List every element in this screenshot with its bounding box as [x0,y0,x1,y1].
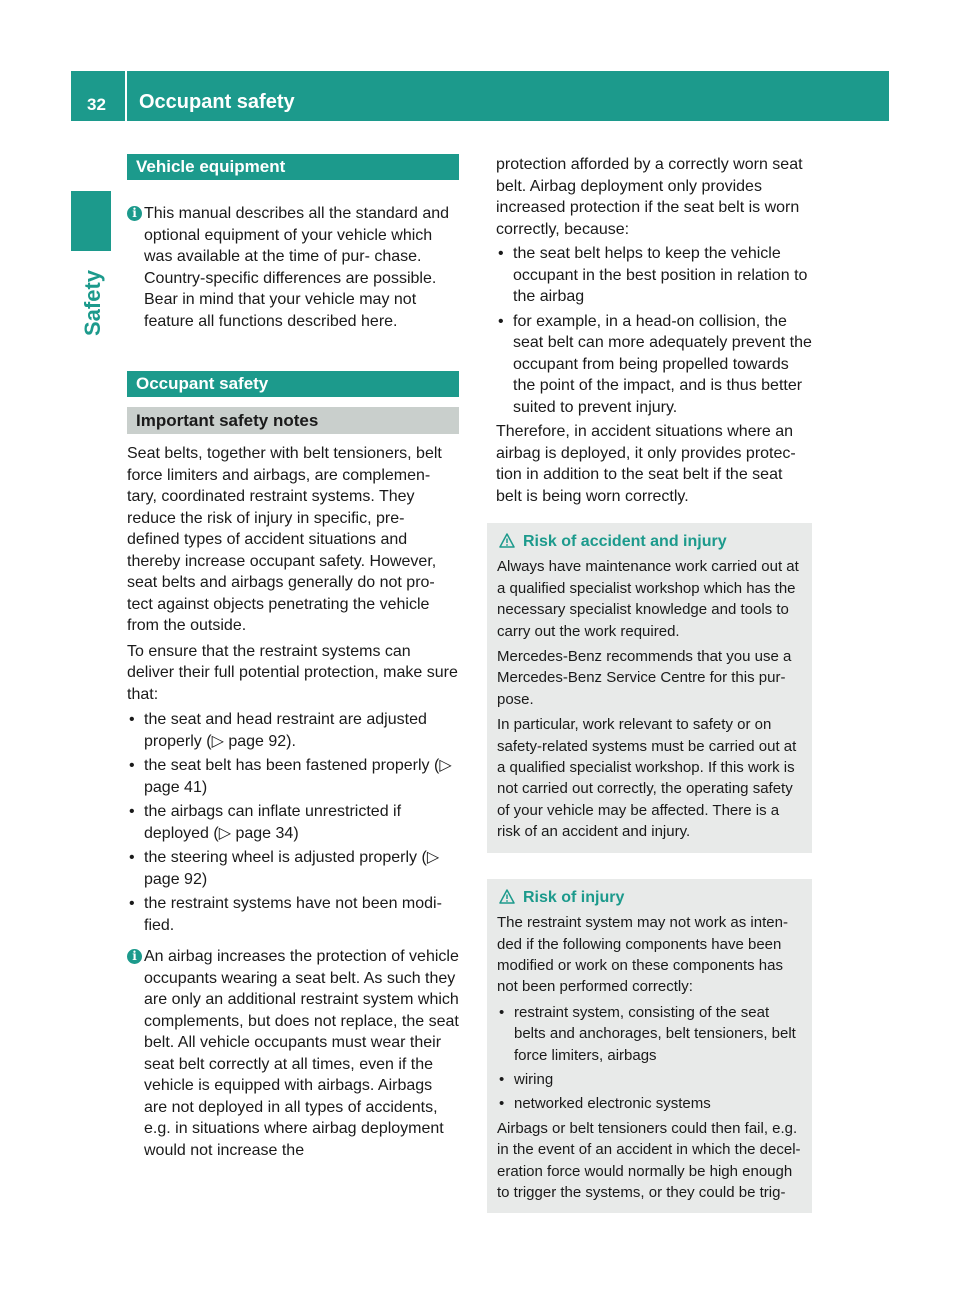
side-tab-label: Safety [80,269,105,336]
list-item: • the seat belt helps to keep the vehicle occupant in the best position in relation to the airbag [496,243,812,308]
warning-title: Risk of accident and injury [497,531,803,552]
continuation-paragraph: protection afforded by a correctly worn seat belt. Airbag deployment only provides increased protection if the seat belt is worn correctly, because: [496,156,803,238]
info-icon: i [127,949,142,964]
list-item: • the airbags can inflate unrestricted if deployed (▷ page 34) [127,801,459,844]
list-item: • for example, in a head-on collision, the seat belt can more adequately prevent the occupant from being propelled towards the point of the impact, and is thus better suited to prevent injury. [496,311,812,419]
info-note-text: An airbag increases the protection of vehicle occupants wearing a seat belt. As such they are only an additional restraint system which complements, but does not replace, the seat belt. All vehicle occupants must wear their seat belt correctly at all times, even if the vehicle is equipped with airbags. Airbags are not deployed in all types of accidents, e.g. in situations where airbag deployment would not increase the [144,948,459,1159]
warning-triangle-icon [499,533,515,548]
side-tab-marker [71,191,111,251]
page-reference-link[interactable]: ▷ page 34 [218,824,294,842]
list-item: • wiring [497,1069,803,1090]
list-item: • the restraint systems have not been modi- fied. [127,893,459,936]
header-divider [125,71,127,121]
list-item: • the seat and head restraint are adjusted properly (▷ page 92). [127,709,459,752]
warning-paragraph: Airbags or belt tensioners could then fail, e.g. in the event of an accident in which the decel- eration force would normally be high enough to trigger the systems, or they could be trig- [497,1119,801,1201]
info-note-airbag [127,946,459,1161]
left-column [127,154,459,1161]
components-list [497,1002,803,1115]
page-reference-link[interactable]: ▷ page 92 [144,849,440,888]
warning-title: Risk of injury [497,887,803,908]
vehicle-equipment-heading: Vehicle equipment [127,154,459,180]
reasons-list [496,243,812,418]
right-column [487,154,812,1213]
info-note-text: This manual describes all the standard and optional equipment of your vehicle which was available at the time of pur- chase. Country-specific differences are possible. Bear in mind that your vehicle may not feature all functions described here. [144,205,450,330]
warning-box-accident [487,523,812,853]
page-reference-link[interactable]: ▷ page 41 [144,757,452,796]
page-reference-link[interactable]: ▷ page 92 [211,732,287,750]
right-column-text [487,154,812,507]
safety-intro-paragraph: Seat belts, together with belt tensioners, belt force limiters and airbags, are complemen- tary, coordinated restraint systems. They reduce the risk of injury in specific, pre- defined types of accident situations and thereby increase occupant safety. However, seat belts and airbags generally do not pro- tect against objects penetrating the vehicle from the outside. [127,445,442,634]
list-item: • restraint system, consisting of the seat belts and anchorages, belt tensioners, belt force limiters, airbags [497,1002,803,1066]
occupant-safety-heading: Occupant safety [127,371,459,397]
therefore-paragraph: Therefore, in accident situations where an airbag is deployed, it only provides protec- tion in addition to the seat belt if the seat belt is being worn correctly. [496,423,796,505]
list-item: • networked electronic systems [497,1093,803,1114]
warning-box-injury [487,879,812,1214]
page-number: 32 [87,95,106,114]
warning-paragraph: Mercedes-Benz recommends that you use a Mercedes-Benz Service Centre for this pur- pose. [497,648,792,708]
warning-triangle-icon [499,889,515,904]
info-icon: i [127,206,142,221]
ensure-paragraph: To ensure that the restraint systems can deliver their full potential protection, make sure that: [127,642,458,703]
important-safety-notes-heading: Important safety notes [127,407,459,434]
list-item: • the steering wheel is adjusted properly (▷ page 92) [127,847,459,890]
warning-paragraph: In particular, work relevant to safety or on safety-related systems must be carried out at a qualified specialist workshop. If this work is not carried out correctly, the operating safety of your vehicle may be affected. There is a risk of an accident and injury. [497,716,797,841]
info-note-vehicle-equipment [127,203,459,332]
requirements-list [127,709,459,936]
warning-paragraph: The restraint system may not work as inten- ded if the following components have been modified or work on these components has not been performed correctly: [497,914,788,996]
list-item: • the seat belt has been fastened properly (▷ page 41) [127,755,459,798]
warning-paragraph: Always have maintenance work carried out at a qualified specialist workshop which has the necessary specialist knowledge and tools to carry out the work required. [497,558,799,640]
page-title: Occupant safety [139,91,295,113]
